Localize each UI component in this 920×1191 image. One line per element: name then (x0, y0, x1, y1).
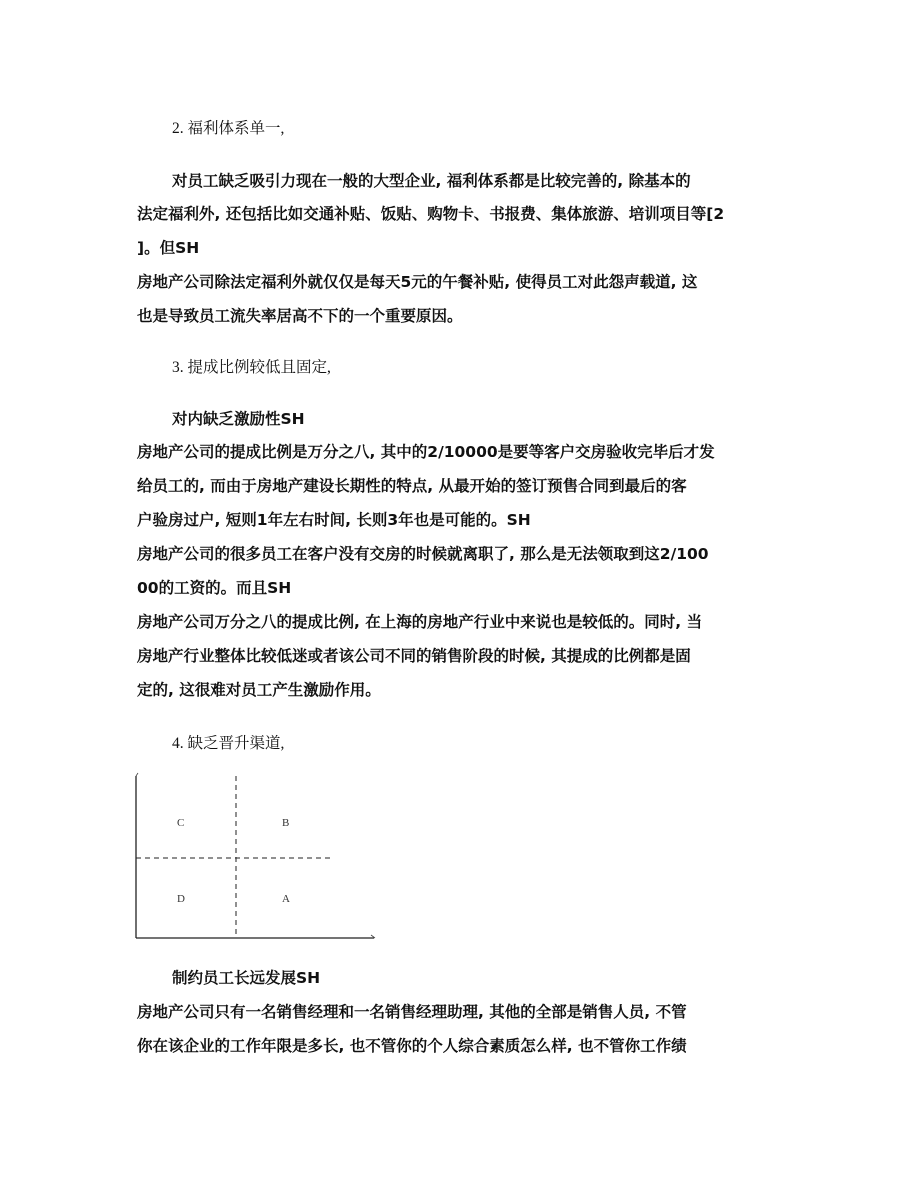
section-3-heading: 3. 提成比例较低且固定, (172, 359, 331, 376)
section-3-line-9: 定的, 这很难对员工产生激励作用。 (137, 681, 381, 699)
section-3-line-3: 给员工的, 而由于房地产建设长期性的特点, 从最开始的签订预售合同到最后的客 (137, 477, 687, 495)
quadrant-c-label: C (177, 817, 185, 829)
section-2-line-5: 也是导致员工流失率居高不下的一个重要原因。 (137, 307, 463, 325)
section-3-line-2: 房地产公司的提成比例是万分之八, 其中的2/10000是要等客户交房验收完毕后才发 (137, 443, 715, 461)
section-4-line-2: 房地产公司只有一名销售经理和一名销售经理助理, 其他的全部是销售人员, 不管 (137, 1003, 687, 1021)
section-4-heading: 4. 缺乏晋升渠道, (172, 735, 285, 752)
section-3-line-7: 房地产公司万分之八的提成比例, 在上海的房地产行业中来说也是较低的。同时, 当 (137, 613, 703, 631)
section-3-line-4: 户验房过户, 短则1年左右时间, 长则3年也是可能的。SH (137, 511, 531, 529)
section-3-line-8: 房地产行业整体比较低迷或者该公司不同的销售阶段的时候, 其提成的比例都是固 (137, 647, 691, 665)
quadrant-diagram (128, 770, 388, 946)
section-2-line-1: 对员工缺乏吸引力现在一般的大型企业, 福利体系都是比较完善的, 除基本的 (172, 172, 691, 190)
quadrant-a-label: A (282, 893, 290, 905)
section-3-line-1: 对内缺乏激励性SH (172, 410, 305, 428)
quadrant-d-label: D (177, 893, 185, 905)
section-2-line-3: ]。但SH (137, 239, 200, 257)
quadrant-diagram-svg (128, 770, 388, 946)
section-2-line-2: 法定福利外, 还包括比如交通补贴、饭贴、购物卡、书报费、集体旅游、培训项目等[2 (137, 205, 725, 223)
section-4-line-3: 你在该企业的工作年限是多长, 也不管你的个人综合素质怎么样, 也不管你工作绩 (137, 1037, 687, 1055)
y-axis-tip (136, 773, 138, 776)
section-3-line-6: 00的工资的。而且SH (137, 579, 292, 597)
section-4-line-1: 制约员工长远发展SH (172, 969, 321, 987)
section-2-heading: 2. 福利体系单一, (172, 120, 285, 137)
section-2-line-4: 房地产公司除法定福利外就仅仅是每天5元的午餐补贴, 使得员工对此怨声载道, 这 (137, 273, 698, 291)
quadrant-b-label: B (282, 817, 290, 829)
section-3-line-5: 房地产公司的很多员工在客户没有交房的时候就离职了, 那么是无法领取到这2/100 (137, 545, 709, 563)
